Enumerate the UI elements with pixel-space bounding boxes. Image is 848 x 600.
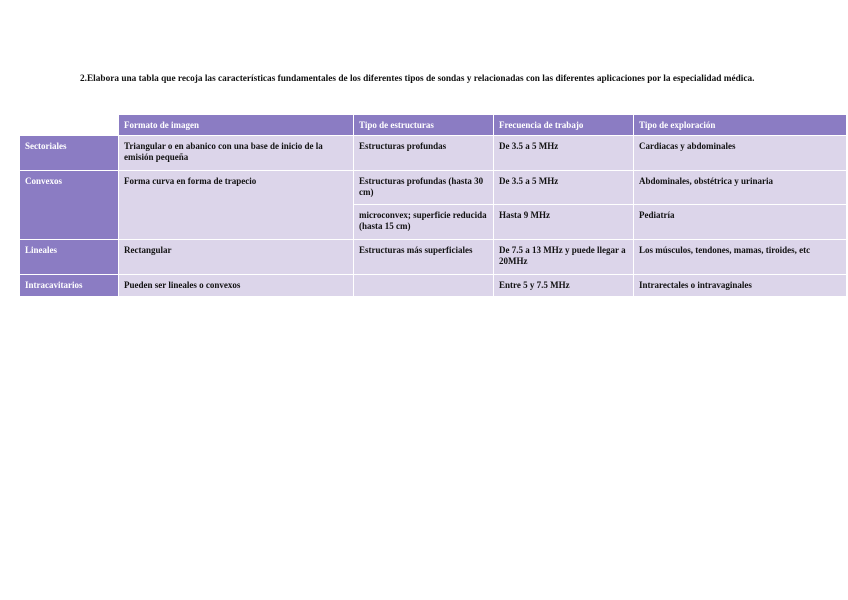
table-row xyxy=(20,136,847,171)
cell-estructuras xyxy=(354,275,494,297)
row-header-lineales: Lineales xyxy=(20,240,119,275)
row-header-sectoriales: Sectoriales xyxy=(20,136,119,171)
cell-frecuencia-microconvex: Hasta 9 MHz xyxy=(494,205,634,240)
cell-exploracion: Cardiacas y abdominales xyxy=(634,136,847,171)
column-header-frecuencia: Frecuencia de trabajo xyxy=(494,115,634,136)
column-header-exploracion: Tipo de exploración xyxy=(634,115,847,136)
cell-frecuencia: De 3.5 a 5 MHz xyxy=(494,171,634,205)
cell-estructuras-microconvex: microconvex; superficie reducida (hasta 15 cm) xyxy=(354,205,494,240)
cell-estructuras: Estructuras profundas xyxy=(354,136,494,171)
question-body: Elabora una tabla que recoja las características fundamentales de los diferentes tipos de sondas y relacionadas con las diferentes aplicaciones por la especialidad médica. xyxy=(86,74,755,84)
cell-exploracion: Abdominales, obstétrica y urinaria xyxy=(634,171,847,205)
cell-estructuras: Estructuras profundas (hasta 30 cm) xyxy=(354,171,494,205)
question-text xyxy=(72,73,792,86)
cell-formato: Triangular o en abanico con una base de inicio de la emisión pequeña xyxy=(119,136,354,171)
table-row xyxy=(20,240,847,275)
row-header-convexos: Convexos xyxy=(20,171,119,240)
row-header-intracavitarios: Intracavitarios xyxy=(20,275,119,297)
table-header-row xyxy=(20,115,847,136)
cell-formato: Rectangular xyxy=(119,240,354,275)
cell-frecuencia: Entre 5 y 7.5 MHz xyxy=(494,275,634,297)
cell-exploracion: Los músculos, tendones, mamas, tiroides, etc xyxy=(634,240,847,275)
cell-estructuras: Estructuras más superficiales xyxy=(354,240,494,275)
table-corner-cell xyxy=(20,115,119,136)
cell-formato: Pueden ser lineales o convexos xyxy=(119,275,354,297)
cell-exploracion-microconvex: Pediatría xyxy=(634,205,847,240)
cell-formato: Forma curva en forma de trapecio xyxy=(119,171,354,240)
probes-table xyxy=(19,114,847,297)
table-row xyxy=(20,171,847,205)
column-header-formato: Formato de imagen xyxy=(119,115,354,136)
question-number: 2. xyxy=(80,74,87,84)
cell-exploracion: Intrarectales o intravaginales xyxy=(634,275,847,297)
cell-frecuencia: De 3.5 a 5 MHz xyxy=(494,136,634,171)
column-header-estructuras: Tipo de estructuras xyxy=(354,115,494,136)
table-row xyxy=(20,275,847,297)
cell-frecuencia: De 7.5 a 13 MHz y puede llegar a 20MHz xyxy=(494,240,634,275)
